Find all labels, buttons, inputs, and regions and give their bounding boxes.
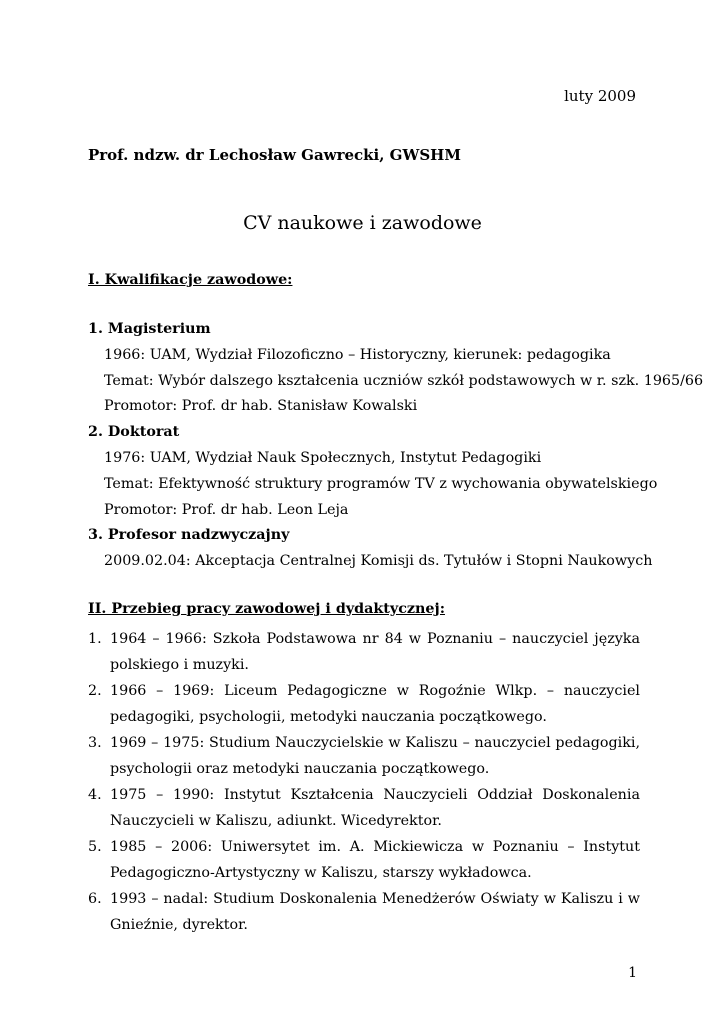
qualification-detail: Promotor: Prof. dr hab. Leon Leja: [104, 501, 349, 518]
qualification-heading: 1. Magisterium: [88, 321, 211, 337]
list-item: [88, 678, 640, 730]
list-item: [88, 730, 640, 782]
list-item: [88, 834, 640, 886]
qualification-detail: 2009.02.04: Akceptacja Centralnej Komisji ds. Tytułów i Stopni Naukowych: [104, 553, 653, 570]
qualification-heading: 2. Doktorat: [88, 424, 180, 441]
list-item-text: 1993 – nadal: Studium Doskonalenia Menedżerów Oświaty w Kaliszu i w Gnieźnie, dyrektor.: [110, 891, 640, 933]
qualification-detail: 1976: UAM, Wydział Nauk Społecznych, Instytut Pedagogiki: [104, 449, 542, 466]
list-item: [88, 626, 640, 678]
qualification-detail: Promotor: Prof. dr hab. Stanisław Kowalski: [104, 398, 418, 415]
list-item-text: 1966 – 1969: Liceum Pedagogiczne w Rogoźnie Wlkp. – nauczyciel pedagogiki, psychologii, metodyki nauczania początkowego.: [110, 683, 640, 725]
qualification-detail: Temat: Efektywność struktury programów TV z wychowania obywatelskiego: [104, 475, 658, 492]
qualification-heading: 3. Profesor nadzwyczajny: [88, 527, 290, 544]
list-item-text: 1964 – 1966: Szkoła Podstawowa nr 84 w Poznaniu – nauczyciel języka polskiego i muzyki.: [110, 631, 640, 673]
document-date: luty 2009: [564, 87, 636, 105]
list-item: [88, 886, 640, 938]
section-heading-career: II. Przebieg pracy zawodowej i dydaktycznej:: [88, 601, 445, 617]
list-item-number: 1.: [88, 631, 102, 647]
career-list: [88, 626, 640, 938]
page-number: 1: [628, 965, 637, 981]
list-item-number: 4.: [88, 787, 102, 803]
list-item-text: 1985 – 2006: Uniwersytet im. A. Mickiewicza w Poznaniu – Instytut Pedagogiczno-Artystyczny w Kaliszu, starszy wykładowca.: [110, 839, 640, 881]
qualification-detail: 1966: UAM, Wydział Filozoficzno – Historyczny, kierunek: pedagogika: [104, 346, 611, 363]
list-item-text: 1969 – 1975: Studium Nauczycielskie w Kaliszu – nauczyciel pedagogiki, psychologii oraz metodyki nauczania początkowego.: [110, 735, 640, 777]
list-item-number: 5.: [88, 839, 102, 855]
qualification-detail: Temat: Wybór dalszego kształcenia uczniów szkół podstawowych w r. szk. 1965/66: [104, 372, 704, 389]
document-title: CV naukowe i zawodowe: [243, 212, 482, 234]
list-item-number: 2.: [88, 683, 102, 699]
qualifications-list: [88, 317, 704, 575]
section-heading-qualifications: I. Kwalifikacje zawodowe:: [88, 272, 293, 288]
list-item: [88, 782, 640, 834]
list-item-text: 1975 – 1990: Instytut Kształcenia Nauczycieli Oddział Doskonalenia Nauczycieli w Kaliszu, adiunkt. Wicedyrektor.: [110, 787, 640, 829]
list-item-number: 6.: [88, 891, 102, 907]
list-item-number: 3.: [88, 735, 102, 751]
author-name: Prof. ndzw. dr Lechosław Gawrecki, GWSHM: [88, 146, 461, 164]
